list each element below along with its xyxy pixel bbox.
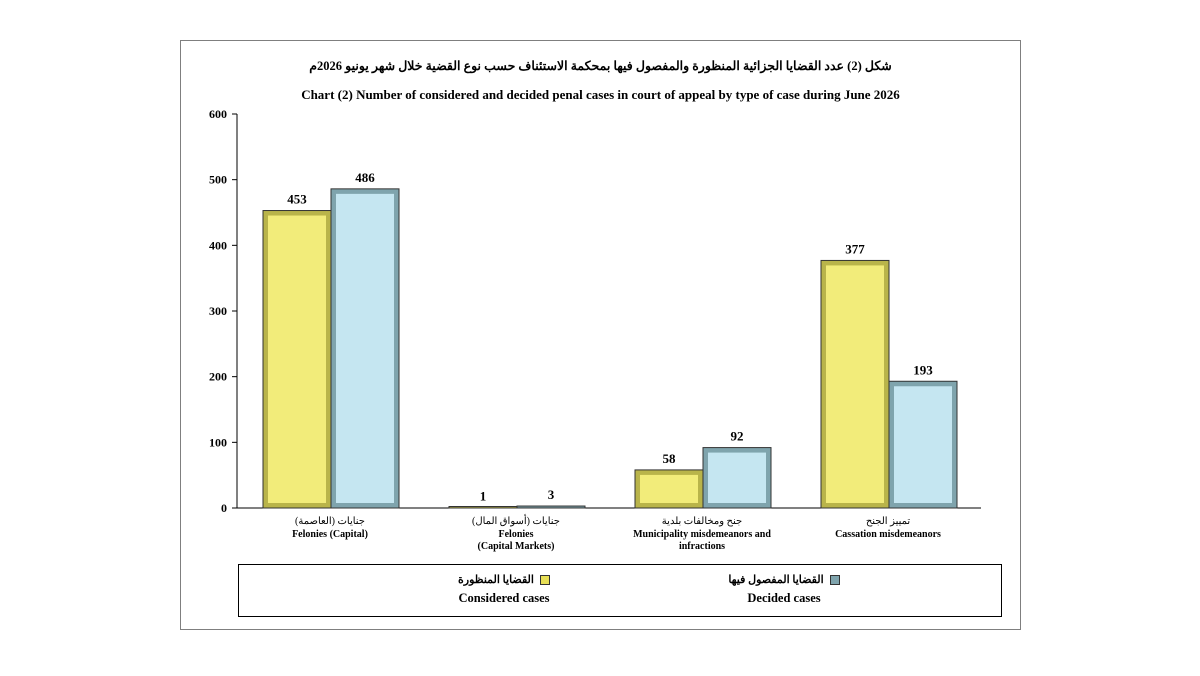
- chart-title: Chart (2) Number of considered and decided penal cases in court of appeal by type of case during June 2026: [301, 87, 900, 102]
- x-category-label: Felonies: [498, 529, 534, 540]
- y-tick-label: 200: [209, 369, 227, 384]
- bar-considered: [449, 507, 517, 509]
- legend-label: Considered cases: [458, 591, 550, 605]
- x-category-label: infractions: [678, 541, 726, 552]
- x-category-label-arabic: جنايات (العاصمة): [295, 516, 365, 527]
- x-category-label: Municipality misdemeanors and: [633, 529, 771, 540]
- legend-swatch-considered: [540, 575, 550, 585]
- x-category-label: Felonies (Capital): [292, 529, 368, 540]
- x-category-label: (Capital Markets): [477, 541, 555, 552]
- data-label: 92: [730, 428, 744, 444]
- bar-face: [894, 386, 952, 503]
- data-label: 1: [479, 488, 487, 504]
- x-category-label-arabic: جنايات (أسواق المال): [472, 516, 560, 527]
- legend-swatch-decided: [830, 575, 840, 585]
- bar-face: [640, 475, 698, 503]
- data-label: 486: [355, 169, 375, 185]
- y-tick-label: 400: [209, 238, 227, 253]
- data-label: 3: [547, 487, 555, 503]
- data-label: 193: [913, 362, 933, 378]
- chart-title-arabic: شكل (2) عدد القضايا الجزائية المنظورة والمفصول فيها بمحكمة الاستئناف حسب نوع القضية خلال شهر يونيو 2026م: [309, 59, 892, 73]
- legend-label-arabic: القضايا المنظورة: [458, 574, 534, 586]
- bar-face: [268, 216, 326, 503]
- data-label: 377: [845, 241, 865, 257]
- x-category-label-arabic: جنح ومخالفات بلدية: [661, 516, 743, 527]
- y-tick-label: 0: [221, 501, 227, 515]
- legend-item-considered: [394, 573, 614, 606]
- bar-decided: [517, 506, 585, 508]
- y-tick-label: 500: [209, 172, 227, 187]
- bar-chart: [181, 41, 1020, 561]
- legend-label: Decided cases: [747, 591, 821, 605]
- y-tick-label: 300: [209, 304, 227, 318]
- legend-label-arabic: القضايا المفصول فيها: [728, 574, 824, 586]
- data-label: 58: [662, 450, 676, 466]
- bar-face: [708, 453, 766, 503]
- bar-face: [826, 265, 884, 503]
- legend: [238, 564, 1002, 617]
- y-tick-label: 100: [209, 435, 227, 450]
- chart-frame: [180, 40, 1021, 630]
- x-category-label-arabic: تمييز الجنح: [865, 516, 911, 527]
- data-label: 453: [287, 191, 307, 207]
- bar-face: [336, 194, 394, 503]
- y-tick-label: 600: [209, 107, 227, 121]
- legend-item-decided: [674, 573, 894, 606]
- x-category-label: Cassation misdemeanors: [835, 529, 941, 540]
